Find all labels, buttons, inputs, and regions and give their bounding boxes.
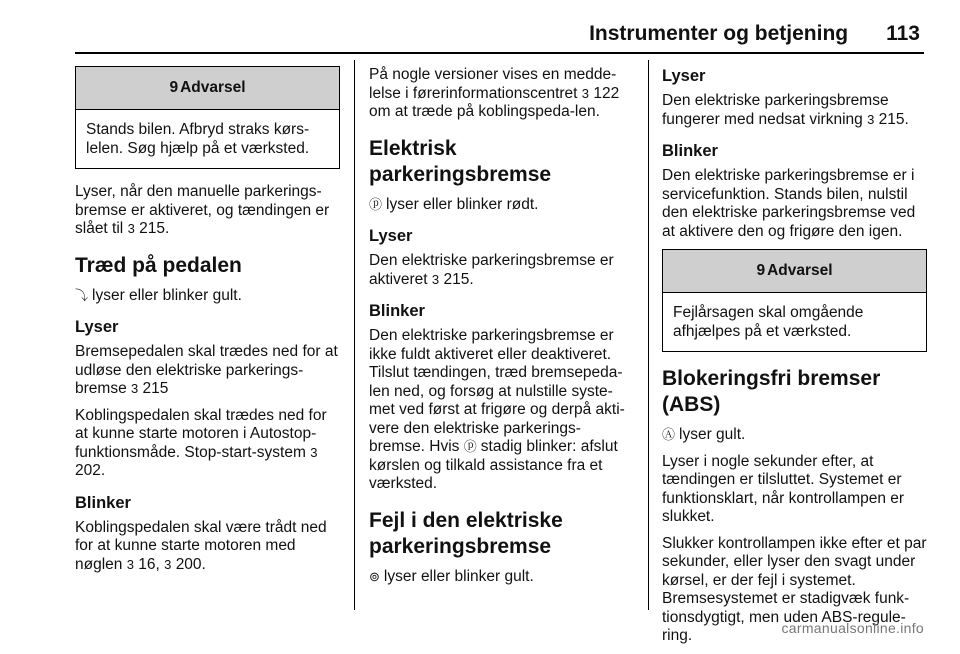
paragraph: Lyser, når den manuelle parkerings-bremse er aktiveret, og tændingen er slået til 3 215. — [75, 183, 330, 237]
abs-icon: Ⓐ — [662, 427, 676, 442]
parking-brake-icon: ⓟ — [463, 439, 477, 454]
paragraph: Lyser i nogle sekunder efter, at tændingen er tilsluttet. Systemet er funktionsklart, når kontrollampen er slukket. — [662, 452, 905, 525]
fault-status: ⊚ lyser eller blinker gult. — [369, 567, 534, 585]
paragraph: Koblingspedalen skal være trådt ned for at kunne starte motoren med nøglen 3 16, 3 200. — [75, 518, 327, 573]
heading-epb: Elektrisk parkeringsbremse — [369, 136, 552, 186]
ref-arrow-icon: 3 — [867, 111, 875, 127]
warning-triangle-icon: 9 — [756, 262, 766, 279]
column-3 — [662, 66, 927, 654]
warning-text: Fejlårsagen skal omgående afhjælpes på et værksted. — [673, 304, 864, 340]
paragraph: Den elektriske parkeringsbremse er i servicefunktion. Stands bilen, nulstil den elektriske parkeringsbremse ved at aktivere den og frigøre den igen. — [662, 167, 916, 240]
ref-arrow-icon: 3 — [126, 556, 134, 572]
page-number: 113 — [886, 22, 920, 45]
subheading-lyser: Lyser — [662, 67, 706, 85]
warning-title: Advarsel — [180, 79, 246, 96]
ref-arrow-icon: 3 — [164, 556, 172, 572]
warning-triangle-icon: 9 — [169, 79, 179, 96]
column-divider — [354, 60, 355, 610]
paragraph: På nogle versioner vises en medde-lelse i førerinformationscentret 3 122 om at træde på koblingspeda-len. — [369, 66, 620, 120]
paragraph: Den elektriske parkeringsbremse er ikke fuldt aktiveret eller deaktiveret. Tilslut tændingen, træd bremsepeda-len ned, og forsøg at nulstille syste-met ved først at frigøre og derpå akti-vere den elektriske parkerings-bremse. Hvis ⓟ stadig blinker: afslut kørslen og tilkald assistance fra et værksted. — [369, 327, 625, 492]
column-divider — [648, 60, 649, 610]
warning-header — [663, 250, 926, 293]
subheading-lyser: Lyser — [369, 227, 413, 245]
foot-pedal-icon: ⤵ — [75, 287, 89, 303]
subheading-blinker: Blinker — [369, 302, 425, 320]
warning-header — [76, 67, 339, 110]
epb-status: ⓟ lyser eller blinker rødt. — [369, 195, 539, 213]
ref-arrow-icon: 3 — [310, 444, 318, 460]
heading-pedal: Træd på pedalen — [75, 253, 242, 277]
subheading-blinker: Blinker — [662, 142, 718, 160]
column-2 — [369, 66, 634, 594]
column-1 — [75, 66, 340, 582]
watermark: carmanualsonline.info — [781, 620, 924, 636]
paragraph: Koblingspedalen skal trædes ned for at kunne starte motoren i Autostop-funktionsmåde. Stop-start-system 3 202. — [75, 406, 327, 479]
pedal-status: ⤵ lyser eller blinker gult. — [75, 286, 242, 304]
page-title: Instrumenter og betjening — [589, 22, 849, 45]
brake-fault-icon: ⊚ — [369, 568, 380, 584]
abs-status: Ⓐ lyser gult. — [662, 426, 746, 443]
warning-box — [75, 66, 340, 169]
ref-arrow-icon: 3 — [127, 221, 135, 236]
page-header — [589, 22, 920, 46]
paragraph: Slukker kontrollampen ikke efter et par sekunder, eller lyser den svagt under kørsel, er der fejl i systemet. Bremsesystemet er stadigvæk funk-tionsdygtigt, men uden ABS-regule-ring. — [662, 534, 927, 644]
ref-arrow-icon: 3 — [131, 381, 139, 396]
paragraph: Bremsepedalen skal trædes ned for at udløse den elektriske parkerings-bremse 3 215 — [75, 343, 338, 397]
paragraph: Den elektriske parkeringsbremse fungerer med nedsat virkning 3 215. — [662, 92, 909, 128]
paragraph: Den elektriske parkeringsbremse er aktiveret 3 215. — [369, 252, 614, 288]
heading-abs: Blokeringsfri bremser (ABS) — [662, 367, 881, 416]
warning-title: Advarsel — [767, 262, 833, 279]
warning-box — [662, 249, 927, 352]
heading-fault: Fejl i den elektriske parkeringsbremse — [369, 508, 563, 558]
ref-arrow-icon: 3 — [581, 85, 590, 101]
warning-text: Stands bilen. Afbryd straks kørs-lelen. Søg hjælp på et værksted. — [86, 121, 310, 157]
subheading-blinker: Blinker — [75, 493, 131, 512]
ref-arrow-icon: 3 — [431, 271, 440, 287]
header-rule — [75, 52, 924, 54]
subheading-lyser: Lyser — [75, 318, 119, 336]
parking-brake-icon: ⓟ — [369, 196, 383, 212]
